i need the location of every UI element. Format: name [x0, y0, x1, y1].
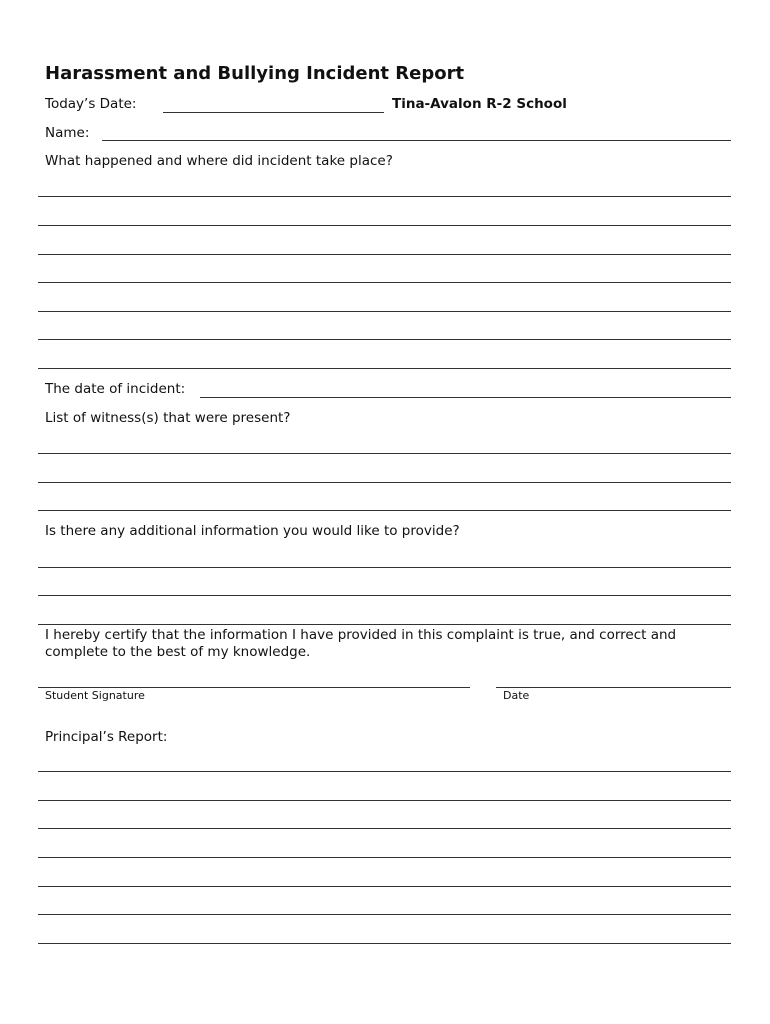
form-title: Harassment and Bullying Incident Report: [45, 63, 465, 84]
student-signature-field[interactable]: [38, 687, 470, 688]
what-happened-line[interactable]: [38, 254, 731, 255]
principal-report-line[interactable]: [38, 771, 731, 772]
what-happened-line[interactable]: [38, 339, 731, 340]
principal-report-line[interactable]: [38, 828, 731, 829]
todays-date-field[interactable]: [163, 112, 384, 113]
what-happened-line[interactable]: [38, 282, 731, 283]
incident-date-label: The date of incident:: [45, 381, 186, 397]
what-happened-line[interactable]: [38, 311, 731, 312]
principal-report-line[interactable]: [38, 857, 731, 858]
todays-date-label: Today’s Date:: [45, 96, 137, 112]
principal-report-line[interactable]: [38, 800, 731, 801]
name-field[interactable]: [102, 140, 731, 141]
certification-text-line1: I hereby certify that the information I have provided in this complaint is true, and correct and: [45, 627, 677, 643]
additional-info-line[interactable]: [38, 567, 731, 568]
name-label: Name:: [45, 125, 90, 141]
witnesses-line[interactable]: [38, 482, 731, 483]
witnesses-label: List of witness(s) that were present?: [45, 410, 291, 426]
witnesses-line[interactable]: [38, 453, 731, 454]
what-happened-line[interactable]: [38, 196, 731, 197]
witnesses-line[interactable]: [38, 510, 731, 511]
certification-text-line2: complete to the best of my knowledge.: [45, 644, 311, 660]
principal-report-line[interactable]: [38, 943, 731, 944]
what-happened-line[interactable]: [38, 368, 731, 369]
signature-date-field[interactable]: [496, 687, 731, 688]
additional-info-line[interactable]: [38, 595, 731, 596]
principal-report-line[interactable]: [38, 886, 731, 887]
additional-info-label: Is there any additional information you would like to provide?: [45, 523, 460, 539]
signature-date-label: Date: [503, 689, 530, 702]
principal-report-line[interactable]: [38, 914, 731, 915]
incident-date-field[interactable]: [200, 397, 731, 398]
what-happened-label: What happened and where did incident take place?: [45, 153, 393, 169]
what-happened-line[interactable]: [38, 225, 731, 226]
school-name: Tina-Avalon R-2 School: [392, 96, 567, 112]
student-signature-label: Student Signature: [45, 689, 145, 702]
principal-report-label: Principal’s Report:: [45, 729, 168, 745]
additional-info-line[interactable]: [38, 624, 731, 625]
